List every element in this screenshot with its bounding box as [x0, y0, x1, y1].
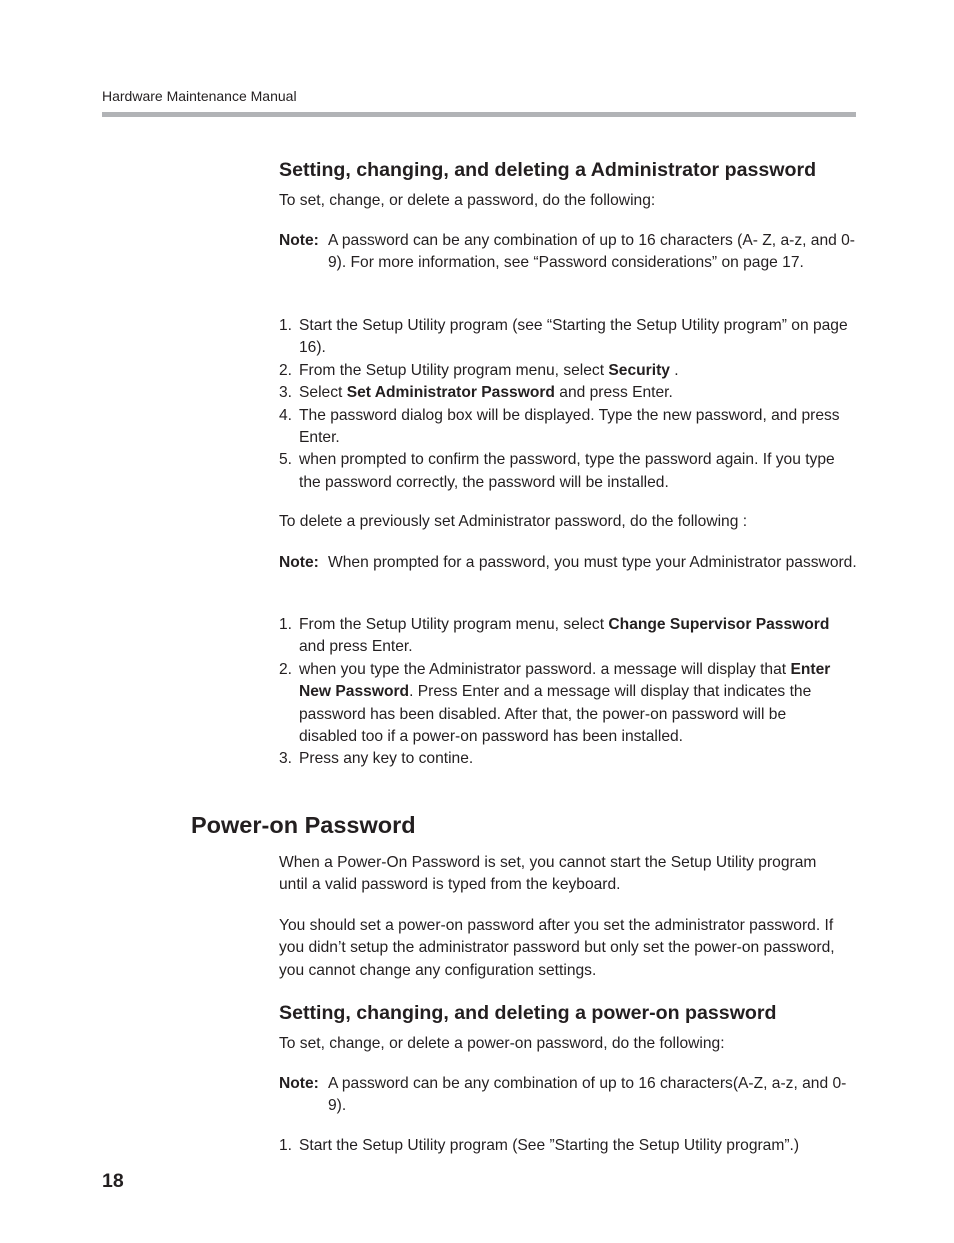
poweron-note: [279, 1073, 859, 1118]
page-number: 18: [102, 1170, 124, 1192]
poweron-para-2: You should set a power-on password after you set the administrator password. If you didn’t setup the administrator password but only set the power-on password, you cannot change any configuration settings.: [279, 917, 835, 979]
admin-intro: [279, 190, 859, 212]
note-text: When prompted for a password, you must type your Administrator password.: [328, 554, 857, 571]
poweron-subheading: Setting, changing, and deleting a power-on password: [279, 1002, 777, 1024]
delete-intro: [279, 511, 859, 533]
list-item: 1. Start the Setup Utility program (see “Starting the Setup Utility program” on page 16).: [279, 317, 848, 357]
poweron-intro: To set, change, or delete a power-on password, do the following:: [279, 1035, 725, 1052]
running-header: Hardware Maintenance Manual: [102, 88, 297, 104]
menu-term-set-admin-password: Set Administrator Password: [346, 384, 555, 402]
menu-term-enter-new-password: Enter New Password: [299, 660, 831, 701]
note-label: Note:: [279, 232, 319, 249]
list-item: 4. The password dialog box will be displayed. Type the new password, and press Enter.: [279, 406, 840, 447]
list-item: 2. From the Setup Utility program menu, select Security .: [279, 361, 679, 379]
list-item: 3. Press any key to contine.: [279, 750, 474, 768]
note-label: Note:: [279, 1075, 319, 1092]
poweron-para-1: When a Power-On Password is set, you cannot start the Setup Utility program until a valid password is typed from the keyboard.: [279, 854, 817, 894]
admin-note: [279, 230, 859, 275]
list-item: 3. Select Set Administrator Password and press Enter.: [279, 384, 673, 402]
admin-intro-text: To set, change, or delete a password, do the following:: [279, 192, 656, 209]
menu-term-security: Security: [608, 361, 670, 379]
delete-steps: [279, 614, 839, 771]
delete-note: [279, 552, 859, 574]
list-item: 1. From the Setup Utility program menu, select Change Supervisor Password and press Enter.: [279, 616, 830, 656]
power-on-password-heading: Power-on Password: [191, 812, 416, 838]
delete-intro-text: To delete a previously set Administrator password, do the following :: [279, 513, 748, 530]
header-rule: [102, 112, 856, 117]
admin-steps: [279, 315, 859, 494]
poweron-steps: [279, 1135, 859, 1157]
list-item: 5. when prompted to confirm the password, type the password again. If you type the password correctly, the password will be installed.: [279, 451, 835, 491]
note-label: Note:: [279, 554, 319, 571]
admin-password-heading: Setting, changing, and deleting a Administrator password: [279, 159, 817, 181]
list-item: 2. when you type the Administrator password. a message will display that Enter New Password. Press Enter and a message will display that indicates the password has been disabled. After that, the power-on password will be disabled too if a power-on password has been installed.: [279, 660, 831, 746]
note-text: A password can be any combination of up to 16 characters(A-Z, a-z, and 0-9).: [328, 1075, 847, 1115]
note-text: A password can be any combination of up to 16 characters (A- Z, a-z, and 0-9). For more information, see “Password considerations” on page 17.: [328, 232, 855, 272]
menu-term-change-supervisor-password: Change Supervisor Password: [608, 616, 830, 633]
list-item: 1. Start the Setup Utility program (See ”Starting the Setup Utility program”.): [279, 1137, 800, 1154]
